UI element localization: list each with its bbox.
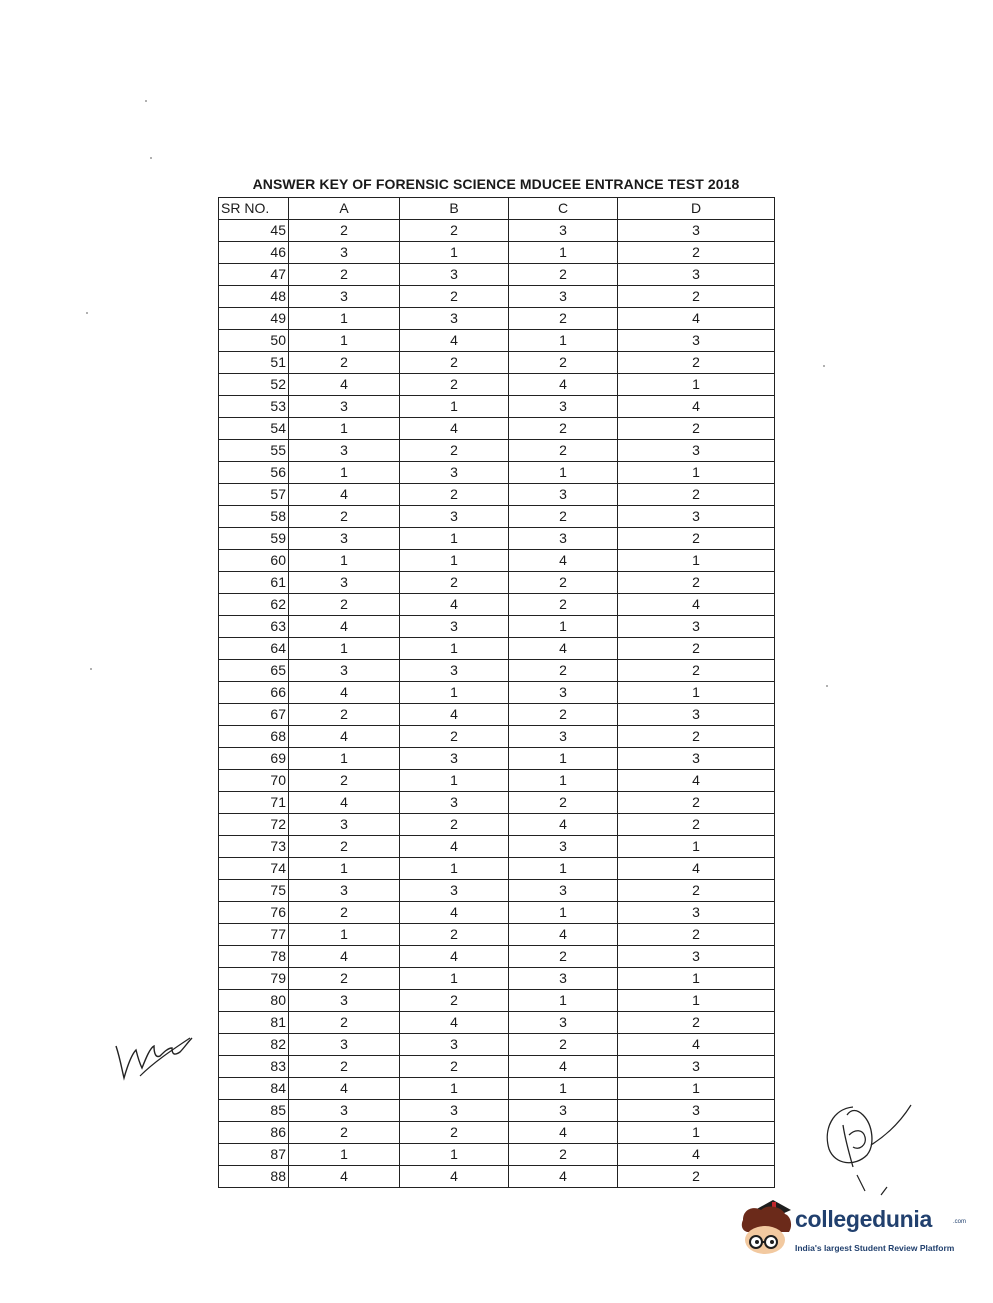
answer-cell-c: 2: [509, 946, 618, 968]
answer-cell-d: 3: [618, 264, 775, 286]
table-row: [219, 748, 775, 770]
answer-cell-a: 2: [289, 1122, 400, 1144]
table-row: [219, 506, 775, 528]
table-row: [219, 770, 775, 792]
table-row: [219, 616, 775, 638]
answer-cell-d: 4: [618, 1034, 775, 1056]
answer-cell-b: 1: [400, 638, 509, 660]
answer-cell-b: 4: [400, 418, 509, 440]
sr-no-cell: 73: [219, 836, 289, 858]
table-row: [219, 1034, 775, 1056]
table-row: [219, 1166, 775, 1188]
answer-cell-c: 1: [509, 330, 618, 352]
sr-no-cell: 63: [219, 616, 289, 638]
answer-cell-d: 2: [618, 792, 775, 814]
sr-no-cell: 88: [219, 1166, 289, 1188]
scan-speck: [145, 100, 147, 102]
answer-cell-d: 2: [618, 814, 775, 836]
table-row: [219, 264, 775, 286]
answer-cell-a: 1: [289, 748, 400, 770]
scan-speck: [150, 157, 152, 159]
answer-cell-b: 4: [400, 330, 509, 352]
answer-cell-c: 1: [509, 748, 618, 770]
answer-cell-a: 1: [289, 550, 400, 572]
answer-cell-b: 1: [400, 1078, 509, 1100]
answer-cell-b: 2: [400, 572, 509, 594]
answer-cell-b: 3: [400, 1034, 509, 1056]
table-row: [219, 1100, 775, 1122]
answer-cell-b: 4: [400, 1012, 509, 1034]
column-header-d: D: [618, 198, 775, 220]
answer-cell-a: 2: [289, 770, 400, 792]
answer-cell-a: 2: [289, 506, 400, 528]
answer-cell-c: 3: [509, 726, 618, 748]
answer-cell-c: 3: [509, 220, 618, 242]
answer-cell-c: 4: [509, 1122, 618, 1144]
answer-cell-a: 3: [289, 814, 400, 836]
answer-cell-a: 4: [289, 374, 400, 396]
answer-cell-a: 2: [289, 1012, 400, 1034]
answer-cell-d: 2: [618, 528, 775, 550]
table-row: [219, 858, 775, 880]
answer-cell-d: 2: [618, 638, 775, 660]
sr-no-cell: 54: [219, 418, 289, 440]
answer-key-title: ANSWER KEY OF FORENSIC SCIENCE MDUCEE ENTRANCE TEST 2018: [252, 176, 740, 192]
answer-cell-a: 2: [289, 968, 400, 990]
sr-no-cell: 82: [219, 1034, 289, 1056]
sr-no-cell: 48: [219, 286, 289, 308]
answer-cell-a: 2: [289, 220, 400, 242]
answer-cell-c: 2: [509, 660, 618, 682]
answer-cell-b: 2: [400, 286, 509, 308]
sr-no-cell: 47: [219, 264, 289, 286]
sr-no-cell: 78: [219, 946, 289, 968]
answer-cell-d: 1: [618, 968, 775, 990]
answer-cell-a: 3: [289, 880, 400, 902]
answer-cell-c: 3: [509, 396, 618, 418]
answer-cell-a: 1: [289, 462, 400, 484]
answer-cell-a: 2: [289, 594, 400, 616]
collegedunia-tagline: India's largest Student Review Platform: [795, 1243, 955, 1253]
answer-cell-a: 1: [289, 638, 400, 660]
answer-cell-a: 4: [289, 682, 400, 704]
answer-cell-a: 3: [289, 528, 400, 550]
table-row: [219, 330, 775, 352]
sr-no-cell: 57: [219, 484, 289, 506]
sr-no-cell: 85: [219, 1100, 289, 1122]
answer-cell-b: 4: [400, 946, 509, 968]
answer-cell-c: 3: [509, 880, 618, 902]
answer-cell-c: 2: [509, 704, 618, 726]
answer-cell-c: 1: [509, 770, 618, 792]
answer-cell-a: 3: [289, 242, 400, 264]
answer-cell-b: 2: [400, 440, 509, 462]
answer-cell-c: 2: [509, 506, 618, 528]
answer-cell-a: 3: [289, 286, 400, 308]
table-row: [219, 374, 775, 396]
answer-cell-d: 3: [618, 506, 775, 528]
answer-cell-d: 3: [618, 220, 775, 242]
answer-cell-c: 2: [509, 1034, 618, 1056]
answer-cell-d: 2: [618, 484, 775, 506]
answer-cell-d: 2: [618, 286, 775, 308]
sr-no-cell: 68: [219, 726, 289, 748]
sr-no-cell: 69: [219, 748, 289, 770]
scan-speck: [826, 685, 828, 687]
sr-no-cell: 77: [219, 924, 289, 946]
answer-cell-c: 1: [509, 242, 618, 264]
answer-cell-b: 4: [400, 902, 509, 924]
answer-cell-d: 2: [618, 1012, 775, 1034]
table-row: [219, 1144, 775, 1166]
answer-cell-c: 1: [509, 616, 618, 638]
answer-cell-d: 3: [618, 1056, 775, 1078]
answer-cell-c: 2: [509, 308, 618, 330]
answer-cell-b: 3: [400, 462, 509, 484]
answer-cell-b: 3: [400, 506, 509, 528]
table-row: [219, 440, 775, 462]
table-row: [219, 1012, 775, 1034]
answer-cell-b: 3: [400, 308, 509, 330]
answer-cell-c: 3: [509, 1100, 618, 1122]
table-row: [219, 418, 775, 440]
answer-cell-c: 3: [509, 1012, 618, 1034]
answer-cell-a: 4: [289, 616, 400, 638]
answer-cell-d: 4: [618, 770, 775, 792]
table-row: [219, 242, 775, 264]
sr-no-cell: 65: [219, 660, 289, 682]
answer-cell-a: 2: [289, 836, 400, 858]
sr-no-cell: 79: [219, 968, 289, 990]
answer-cell-d: 2: [618, 352, 775, 374]
sr-no-cell: 87: [219, 1144, 289, 1166]
answer-cell-c: 4: [509, 1056, 618, 1078]
answer-cell-d: 4: [618, 594, 775, 616]
sr-no-cell: 84: [219, 1078, 289, 1100]
answer-cell-a: 3: [289, 440, 400, 462]
table-row: [219, 1078, 775, 1100]
sr-no-cell: 45: [219, 220, 289, 242]
answer-cell-a: 2: [289, 902, 400, 924]
answer-cell-b: 3: [400, 880, 509, 902]
sr-no-cell: 51: [219, 352, 289, 374]
sr-no-cell: 64: [219, 638, 289, 660]
answer-cell-c: 3: [509, 836, 618, 858]
answer-cell-c: 4: [509, 374, 618, 396]
answer-cell-d: 2: [618, 1166, 775, 1188]
answer-cell-a: 2: [289, 704, 400, 726]
answer-cell-c: 1: [509, 990, 618, 1012]
sr-no-cell: 86: [219, 1122, 289, 1144]
answer-cell-a: 4: [289, 726, 400, 748]
answer-cell-b: 3: [400, 660, 509, 682]
answer-cell-a: 3: [289, 990, 400, 1012]
answer-cell-d: 2: [618, 726, 775, 748]
answer-cell-d: 1: [618, 550, 775, 572]
answer-cell-b: 4: [400, 594, 509, 616]
answer-cell-d: 1: [618, 462, 775, 484]
answer-cell-a: 3: [289, 1034, 400, 1056]
sr-no-cell: 58: [219, 506, 289, 528]
answer-cell-b: 1: [400, 770, 509, 792]
answer-cell-b: 2: [400, 990, 509, 1012]
answer-cell-d: 3: [618, 946, 775, 968]
table-row: [219, 1056, 775, 1078]
answer-cell-c: 2: [509, 572, 618, 594]
table-row: [219, 396, 775, 418]
answer-cell-d: 4: [618, 396, 775, 418]
answer-cell-d: 1: [618, 990, 775, 1012]
sr-no-cell: 61: [219, 572, 289, 594]
answer-cell-c: 4: [509, 814, 618, 836]
answer-cell-d: 4: [618, 858, 775, 880]
answer-cell-b: 3: [400, 616, 509, 638]
answer-cell-c: 1: [509, 858, 618, 880]
answer-cell-c: 1: [509, 1078, 618, 1100]
table-row: [219, 550, 775, 572]
handwritten-signature-left: [110, 1018, 196, 1088]
answer-cell-a: 1: [289, 330, 400, 352]
answer-cell-d: 1: [618, 682, 775, 704]
sr-no-cell: 80: [219, 990, 289, 1012]
answer-cell-b: 2: [400, 814, 509, 836]
answer-cell-c: 2: [509, 440, 618, 462]
sr-no-cell: 76: [219, 902, 289, 924]
answer-cell-d: 3: [618, 748, 775, 770]
sr-no-cell: 46: [219, 242, 289, 264]
table-row: [219, 726, 775, 748]
sr-no-cell: 60: [219, 550, 289, 572]
table-row: [219, 594, 775, 616]
column-header-b: B: [400, 198, 509, 220]
table-row: [219, 792, 775, 814]
answer-cell-c: 4: [509, 638, 618, 660]
answer-cell-b: 2: [400, 352, 509, 374]
answer-cell-b: 1: [400, 242, 509, 264]
answer-cell-b: 1: [400, 550, 509, 572]
scan-speck: [823, 365, 825, 367]
answer-cell-b: 1: [400, 1144, 509, 1166]
answer-cell-d: 2: [618, 660, 775, 682]
table-row: [219, 308, 775, 330]
answer-cell-b: 2: [400, 220, 509, 242]
answer-cell-c: 2: [509, 594, 618, 616]
table-row: [219, 946, 775, 968]
answer-cell-a: 1: [289, 924, 400, 946]
sr-no-cell: 49: [219, 308, 289, 330]
answer-cell-c: 1: [509, 902, 618, 924]
answer-cell-d: 2: [618, 572, 775, 594]
table-row: [219, 572, 775, 594]
sr-no-cell: 50: [219, 330, 289, 352]
answer-cell-c: 3: [509, 682, 618, 704]
answer-cell-a: 3: [289, 396, 400, 418]
answer-cell-b: 4: [400, 704, 509, 726]
table-row: [219, 484, 775, 506]
answer-cell-b: 2: [400, 484, 509, 506]
answer-cell-c: 2: [509, 792, 618, 814]
table-row: [219, 638, 775, 660]
answer-cell-c: 3: [509, 528, 618, 550]
answer-cell-b: 2: [400, 1122, 509, 1144]
answer-cell-d: 3: [618, 902, 775, 924]
collegedunia-wordmark: collegedunia: [795, 1206, 932, 1232]
answer-cell-d: 4: [618, 1144, 775, 1166]
sr-no-cell: 59: [219, 528, 289, 550]
table-row: [219, 704, 775, 726]
answer-cell-b: 2: [400, 726, 509, 748]
sr-no-cell: 70: [219, 770, 289, 792]
sr-no-cell: 52: [219, 374, 289, 396]
sr-no-cell: 81: [219, 1012, 289, 1034]
answer-cell-d: 2: [618, 880, 775, 902]
sr-no-cell: 53: [219, 396, 289, 418]
table-row: [219, 836, 775, 858]
scan-speck: [86, 312, 88, 314]
answer-cell-a: 1: [289, 418, 400, 440]
answer-cell-b: 2: [400, 924, 509, 946]
answer-cell-d: 1: [618, 836, 775, 858]
answer-cell-b: 3: [400, 1100, 509, 1122]
answer-cell-c: 1: [509, 462, 618, 484]
sr-no-cell: 67: [219, 704, 289, 726]
answer-cell-c: 2: [509, 418, 618, 440]
answer-cell-a: 2: [289, 1056, 400, 1078]
handwritten-signature-right: [815, 1095, 915, 1200]
column-header-c: C: [509, 198, 618, 220]
answer-cell-c: 4: [509, 924, 618, 946]
sr-no-cell: 75: [219, 880, 289, 902]
answer-cell-a: 1: [289, 1144, 400, 1166]
answer-cell-b: 1: [400, 528, 509, 550]
table-row: [219, 902, 775, 924]
answer-cell-d: 1: [618, 1122, 775, 1144]
answer-cell-a: 4: [289, 1078, 400, 1100]
table-row: [219, 462, 775, 484]
table-row: [219, 814, 775, 836]
answer-cell-a: 3: [289, 660, 400, 682]
answer-cell-b: 2: [400, 374, 509, 396]
table-row: [219, 880, 775, 902]
column-header-a: A: [289, 198, 400, 220]
column-header-sr-no: SR NO.: [219, 198, 289, 220]
answer-cell-b: 1: [400, 396, 509, 418]
table-row: [219, 528, 775, 550]
answer-cell-b: 2: [400, 1056, 509, 1078]
answer-cell-d: 2: [618, 418, 775, 440]
table-row: [219, 220, 775, 242]
answer-cell-a: 4: [289, 484, 400, 506]
table-row: [219, 924, 775, 946]
answer-cell-a: 1: [289, 308, 400, 330]
answer-key-table: [218, 197, 775, 1188]
answer-cell-d: 4: [618, 308, 775, 330]
answer-cell-c: 2: [509, 1144, 618, 1166]
answer-cell-a: 2: [289, 264, 400, 286]
table-row: [219, 990, 775, 1012]
answer-cell-b: 3: [400, 748, 509, 770]
answer-cell-b: 1: [400, 858, 509, 880]
answer-cell-c: 2: [509, 264, 618, 286]
sr-no-cell: 83: [219, 1056, 289, 1078]
answer-cell-a: 1: [289, 858, 400, 880]
collegedunia-domain-suffix: .com: [953, 1219, 967, 1225]
sr-no-cell: 71: [219, 792, 289, 814]
sr-no-cell: 55: [219, 440, 289, 462]
sr-no-cell: 72: [219, 814, 289, 836]
table-row: [219, 660, 775, 682]
answer-cell-a: 3: [289, 572, 400, 594]
answer-cell-b: 1: [400, 682, 509, 704]
table-row: [219, 286, 775, 308]
sr-no-cell: 66: [219, 682, 289, 704]
answer-cell-b: 3: [400, 264, 509, 286]
table-row: [219, 352, 775, 374]
table-row: [219, 968, 775, 990]
answer-cell-b: 4: [400, 836, 509, 858]
answer-cell-c: 4: [509, 550, 618, 572]
answer-cell-a: 4: [289, 1166, 400, 1188]
answer-cell-a: 3: [289, 1100, 400, 1122]
answer-cell-d: 2: [618, 242, 775, 264]
answer-cell-a: 4: [289, 792, 400, 814]
answer-cell-b: 3: [400, 792, 509, 814]
answer-cell-c: 3: [509, 286, 618, 308]
answer-cell-d: 3: [618, 1100, 775, 1122]
sr-no-cell: 74: [219, 858, 289, 880]
table-body: [219, 220, 775, 1188]
sr-no-cell: 56: [219, 462, 289, 484]
table-header-row: [219, 198, 775, 220]
answer-cell-d: 2: [618, 924, 775, 946]
answer-cell-b: 4: [400, 1166, 509, 1188]
answer-cell-d: 3: [618, 440, 775, 462]
answer-cell-c: 2: [509, 352, 618, 374]
answer-cell-a: 4: [289, 946, 400, 968]
answer-cell-d: 3: [618, 616, 775, 638]
sr-no-cell: 62: [219, 594, 289, 616]
answer-cell-d: 1: [618, 374, 775, 396]
table-row: [219, 682, 775, 704]
answer-cell-a: 2: [289, 352, 400, 374]
answer-cell-c: 4: [509, 1166, 618, 1188]
answer-cell-b: 1: [400, 968, 509, 990]
answer-cell-d: 1: [618, 1078, 775, 1100]
scan-speck: [90, 668, 92, 670]
answer-cell-d: 3: [618, 704, 775, 726]
answer-cell-c: 3: [509, 968, 618, 990]
answer-cell-c: 3: [509, 484, 618, 506]
answer-cell-d: 3: [618, 330, 775, 352]
table-row: [219, 1122, 775, 1144]
